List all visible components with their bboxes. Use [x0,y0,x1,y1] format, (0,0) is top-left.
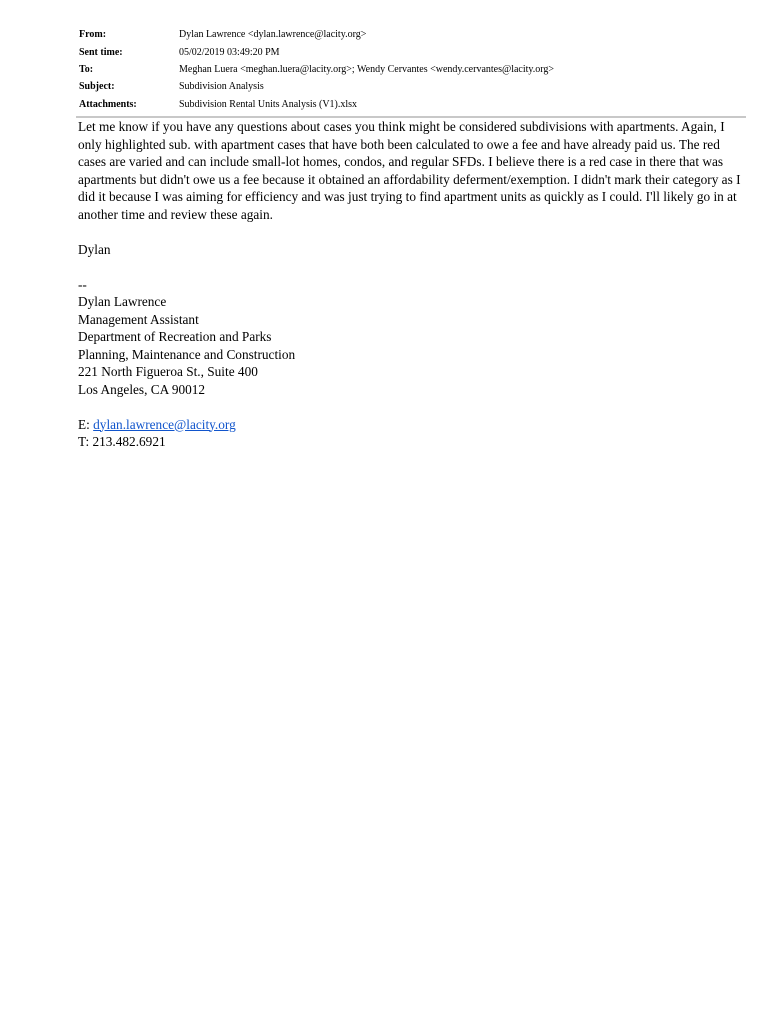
sent-time-value: 05/02/2019 03:49:20 PM [179,46,280,58]
sent-time-label: Sent time: [79,46,123,58]
signature-department: Department of Recreation and Parks [78,329,272,344]
signature-separator: -- [78,276,87,292]
attachments-label: Attachments: [79,98,137,110]
signature-title: Management Assistant [78,311,199,327]
signature-phone: T: 213.482.6921 [78,434,166,449]
signoff: Dylan [78,241,111,257]
signature-email-line [78,416,746,434]
from-value: Dylan Lawrence <dylan.lawrence@lacity.org> [179,29,367,41]
subject-value: Subdivision Analysis [179,81,264,93]
email-label: E: [78,416,94,432]
email-body [78,118,746,451]
to-row [79,61,745,78]
spacer [78,223,746,241]
email-link[interactable]: dylan.lawrence@lacity.org [93,416,236,432]
from-row [79,26,745,43]
to-value: Meghan Luera <meghan.luera@lacity.org>; Wendy Cervantes <wendy.cervantes@lacity.org> [179,63,555,75]
attachments-value[interactable]: Subdivision Rental Units Analysis (V1).xlsx [179,98,358,110]
signature-address-line1: 221 North Figueroa St., Suite 400 [78,364,258,379]
from-label: From: [79,29,107,41]
email-header [79,26,745,113]
attachments-row [79,96,745,113]
signature-name: Dylan Lawrence [78,294,167,309]
signature-address-line2: Los Angeles, CA 90012 [78,381,206,397]
to-label: To: [79,63,94,75]
subject-row [79,78,745,95]
sent-time-row [79,43,745,60]
body-paragraph: Let me know if you have any questions about cases you think might be considered subdivisions with apartments. Again, I only highlighted sub. with apartment cases that have both been calculated to owe a fee and have already paid us. The red cases are varied and can include small-lot homes, condos, and regular SFDs. I believe there is a red case in there that was apartments but didn't owe us a fee because it obtained an affordability deferment/exemption. I didn't mark their category as I did it because I was aiming for efficiency and was just trying to find apartment units as quickly as I could. I'll likely go in at another time and review these again. [78,119,741,222]
signature-division: Planning, Maintenance and Construction [78,346,296,362]
spacer [78,258,746,276]
spacer [78,398,746,416]
subject-label: Subject: [79,81,115,93]
